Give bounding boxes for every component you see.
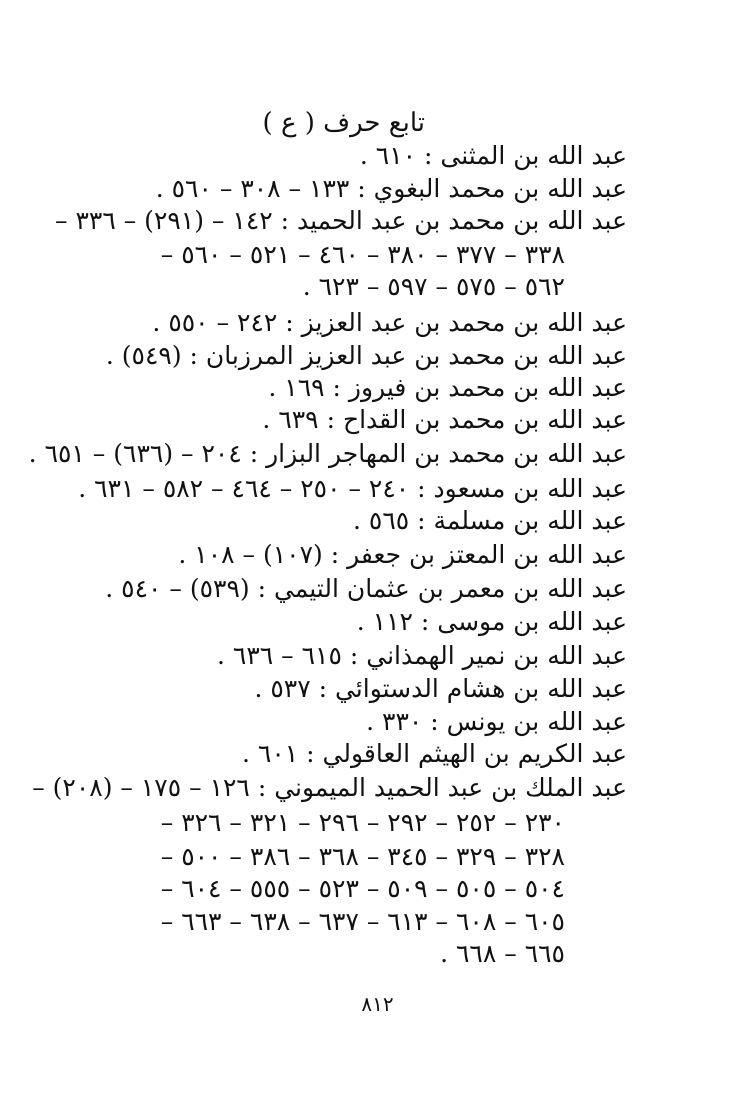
index-entry: عبد الله بن محمد البغوي : ١٣٣ – ٣٠٨ – ٥٦٠ .	[155, 174, 627, 203]
index-entry-continuation: ٥٦٢ – ٥٧٥ – ٥٩٧ – ٦٢٣ .	[302, 272, 565, 301]
index-entry: عبد الله بن هشام الدستوائي : ٥٣٧ .	[254, 674, 627, 703]
index-entry: عبد الله بن محمد بن المهاجر البزار : ٢٠٤ – (٦٣٦) – ٦٥١ .	[28, 439, 627, 468]
index-entry-continuation: ٥٠٤ – ٥٠٥ – ٥٠٩ – ٥٢٣ – ٥٥٥ – ٦٠٤ –	[160, 874, 565, 903]
index-entry: عبد الملك بن عبد الحميد الميموني : ١٢٦ – ١٧٥ – (٢٠٨) –	[32, 773, 627, 802]
index-entry-continuation: ٣٣٨ – ٣٧٧ – ٣٨٠ – ٤٦٠ – ٥٢١ – ٥٦٠ –	[160, 240, 565, 269]
index-entry: عبد الله بن محمد بن القداح : ٦٣٩ .	[262, 405, 627, 434]
index-entry: عبد الله بن محمد بن عبد العزيز المرزبان : (٥٤٩) .	[105, 341, 627, 370]
index-entry-continuation: ٦٠٥ – ٦٠٨ – ٦١٣ – ٦٣٧ – ٦٣٨ – ٦٦٣ –	[160, 907, 565, 936]
index-entry: عبد الله بن مسلمة : ٥٦٥ .	[352, 506, 627, 535]
index-entry: عبد الله بن محمد بن عبد الحميد : ١٤٢ – (٢٩١) – ٣٣٦ –	[55, 206, 627, 235]
index-entry: عبد الله بن محمد بن فيروز : ١٦٩ .	[268, 373, 627, 402]
index-entry: عبد الله بن نمير الهمذاني : ٦١٥ – ٦٣٦ .	[217, 641, 627, 670]
index-entry-continuation: ٢٣٠ – ٢٥٢ – ٢٩٢ – ٢٩٦ – ٣٢١ – ٣٢٦ –	[160, 808, 565, 837]
index-entry-continuation: ٣٢٨ – ٣٢٩ – ٣٤٥ – ٣٦٨ – ٣٨٦ – ٥٠٠ –	[160, 842, 565, 871]
index-entry: عبد الله بن مسعود : ٢٤٠ – ٢٥٠ – ٤٦٤ – ٥٨٢ – ٦٣١ .	[78, 474, 627, 503]
index-entry: عبد الله بن المثنى : ٦١٠ .	[359, 141, 627, 170]
index-entry: عبد الكريم بن الهيثم العاقولي : ٦٠١ .	[241, 739, 627, 768]
index-entry: عبد الله بن يونس : ٣٣٠ .	[366, 707, 627, 736]
index-entry: عبد الله بن موسى : ١١٢ .	[356, 607, 627, 636]
index-entry-continuation: ٦٦٥ – ٦٦٨ .	[440, 939, 565, 968]
index-entry: عبد الله بن محمد بن عبد العزيز : ٢٤٢ – ٥٥٠ .	[152, 308, 627, 337]
page-number: ٨١٢	[361, 992, 394, 1016]
index-entry: عبد الله بن المعتز بن جعفر : (١٠٧) – ١٠٨ .	[178, 540, 627, 569]
index-entry: عبد الله بن معمر بن عثمان التيمي : (٥٣٩) – ٥٤٠ .	[105, 574, 627, 603]
section-heading: تابع حرف ( ع )	[262, 108, 425, 138]
